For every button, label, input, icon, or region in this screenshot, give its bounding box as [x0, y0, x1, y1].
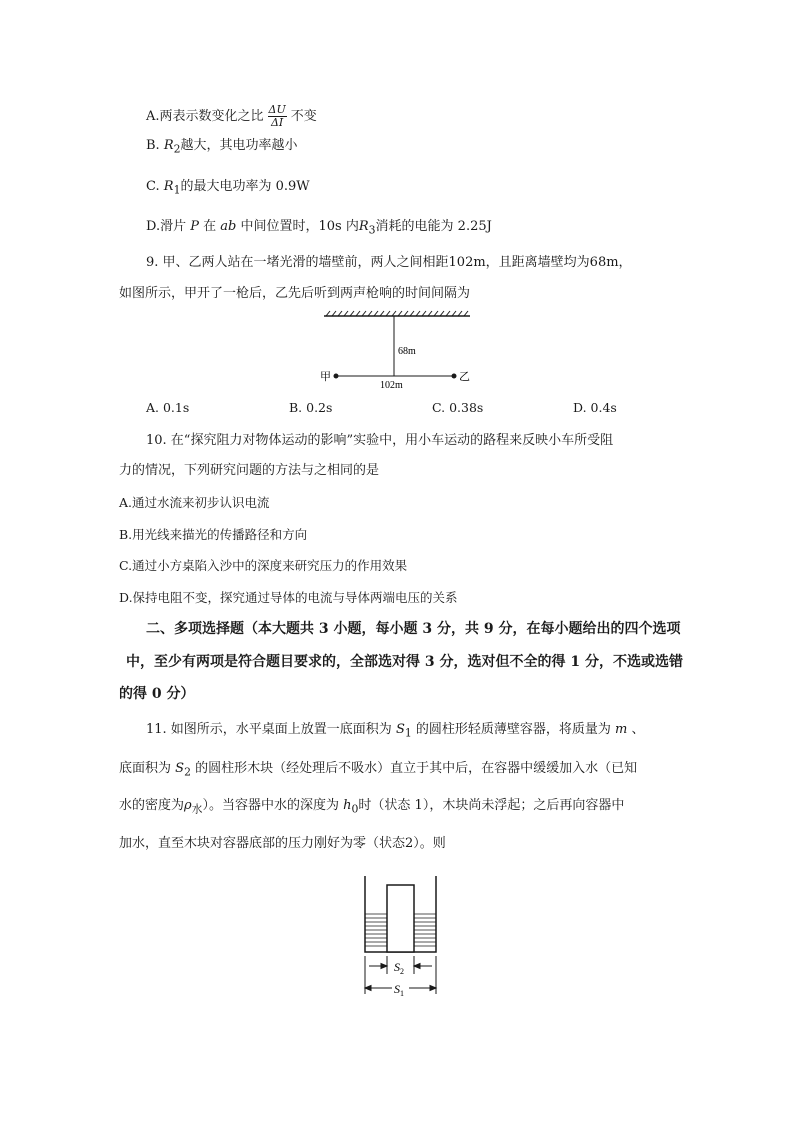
- label-yi: 乙: [459, 371, 470, 383]
- q10-option-d: D.保持电阻不变，探究通过导体的电流与导体两端电压的关系: [119, 590, 458, 605]
- q10-stem-line-1: 10. 在“探究阻力对物体运动的影响”实验中，用小车运动的路程来反映小车所受阻: [146, 433, 614, 448]
- q11-stem-line-3: 水的密度为$\rho_水$）。当容器中水的深度为 $h_0$时（状态 1），木块尚未浮起；之后再向容器中: [119, 798, 625, 816]
- q8-option-b: B. $R_2$越大，其电功率越小: [146, 138, 298, 156]
- delta-u-over-delta-i-fraction: $\frac{\Delta U}{\Delta I}$: [268, 103, 286, 129]
- q10-option-a: A.通过水流来初步认识电流: [119, 495, 270, 510]
- q9-option-d: D. 0.4s: [573, 400, 617, 415]
- section2-heading-line-2: 中，至少有两项是符合题目要求的，全部选对得 3 分，选对但不全的得 1 分，不选或选错: [126, 654, 683, 670]
- q10-stem-line-2: 力的情况，下列研究问题的方法与之相同的是: [119, 463, 380, 478]
- label-jia: 甲: [320, 371, 331, 383]
- q11-stem-line-4: 加水，直至木块对容器底部的压力刚好为零（状态2）。则: [119, 836, 446, 851]
- label-s2: $S_2$: [394, 960, 404, 976]
- q8-option-d: D.滑片 P 在 ab 中间位置时，10s 内$R_3$消耗的电能为 2.25J: [146, 219, 492, 237]
- q9-stem-line-2: 如图所示，甲开了一枪后，乙先后听到两声枪响的时间间隔为: [119, 286, 471, 301]
- q9-option-b: B. 0.2s: [289, 400, 333, 415]
- q9-option-c: C. 0.38s: [432, 400, 484, 415]
- wall: [324, 311, 470, 316]
- label-102m: 102m: [380, 380, 403, 390]
- q9-option-a: A. 0.1s: [146, 400, 190, 415]
- q8-option-c: C. $R_1$的最大电功率为 0.9W: [146, 179, 310, 197]
- section2-heading-line-1: 二、多项选择题（本大题共 3 小题，每小题 3 分，共 9 分，在每小题给出的四个选项: [146, 621, 681, 637]
- q8-option-a: A.两表示数变化之比 $\frac{\Delta U}{\Delta I}$ 不变: [146, 103, 317, 129]
- wooden-block: [387, 885, 414, 952]
- q11-stem-line-2: 底面积为 $S_2$ 的圆柱形木块（经处理后不吸水）直立于其中后，在容器中缓缓加入水（已知: [119, 761, 638, 779]
- q10-option-b: B.用光线来描光的传播路径和方向: [119, 527, 308, 542]
- q9-wall-diagram: [318, 308, 478, 390]
- point-jia: [334, 374, 339, 379]
- q9-stem-line-1: 9. 甲、乙两人站在一堵光滑的墙壁前，两人之间相距102m，且距离墙壁均为68m，: [146, 255, 632, 270]
- q11-container-diagram: [355, 872, 447, 998]
- q11-stem-line-1: 11. 如图所示，水平桌面上放置一底面积为 $S_1$ 的圆柱形轻质薄壁容器，将质量为 m 、: [146, 722, 645, 740]
- label-68m: 68m: [398, 346, 416, 357]
- point-yi: [452, 374, 457, 379]
- label-s1: $S_1$: [394, 982, 404, 998]
- q10-option-c: C.通过小方桌陷入沙中的深度来研究压力的作用效果: [119, 558, 408, 573]
- section2-heading-line-3: 的得 0 分）: [119, 686, 195, 702]
